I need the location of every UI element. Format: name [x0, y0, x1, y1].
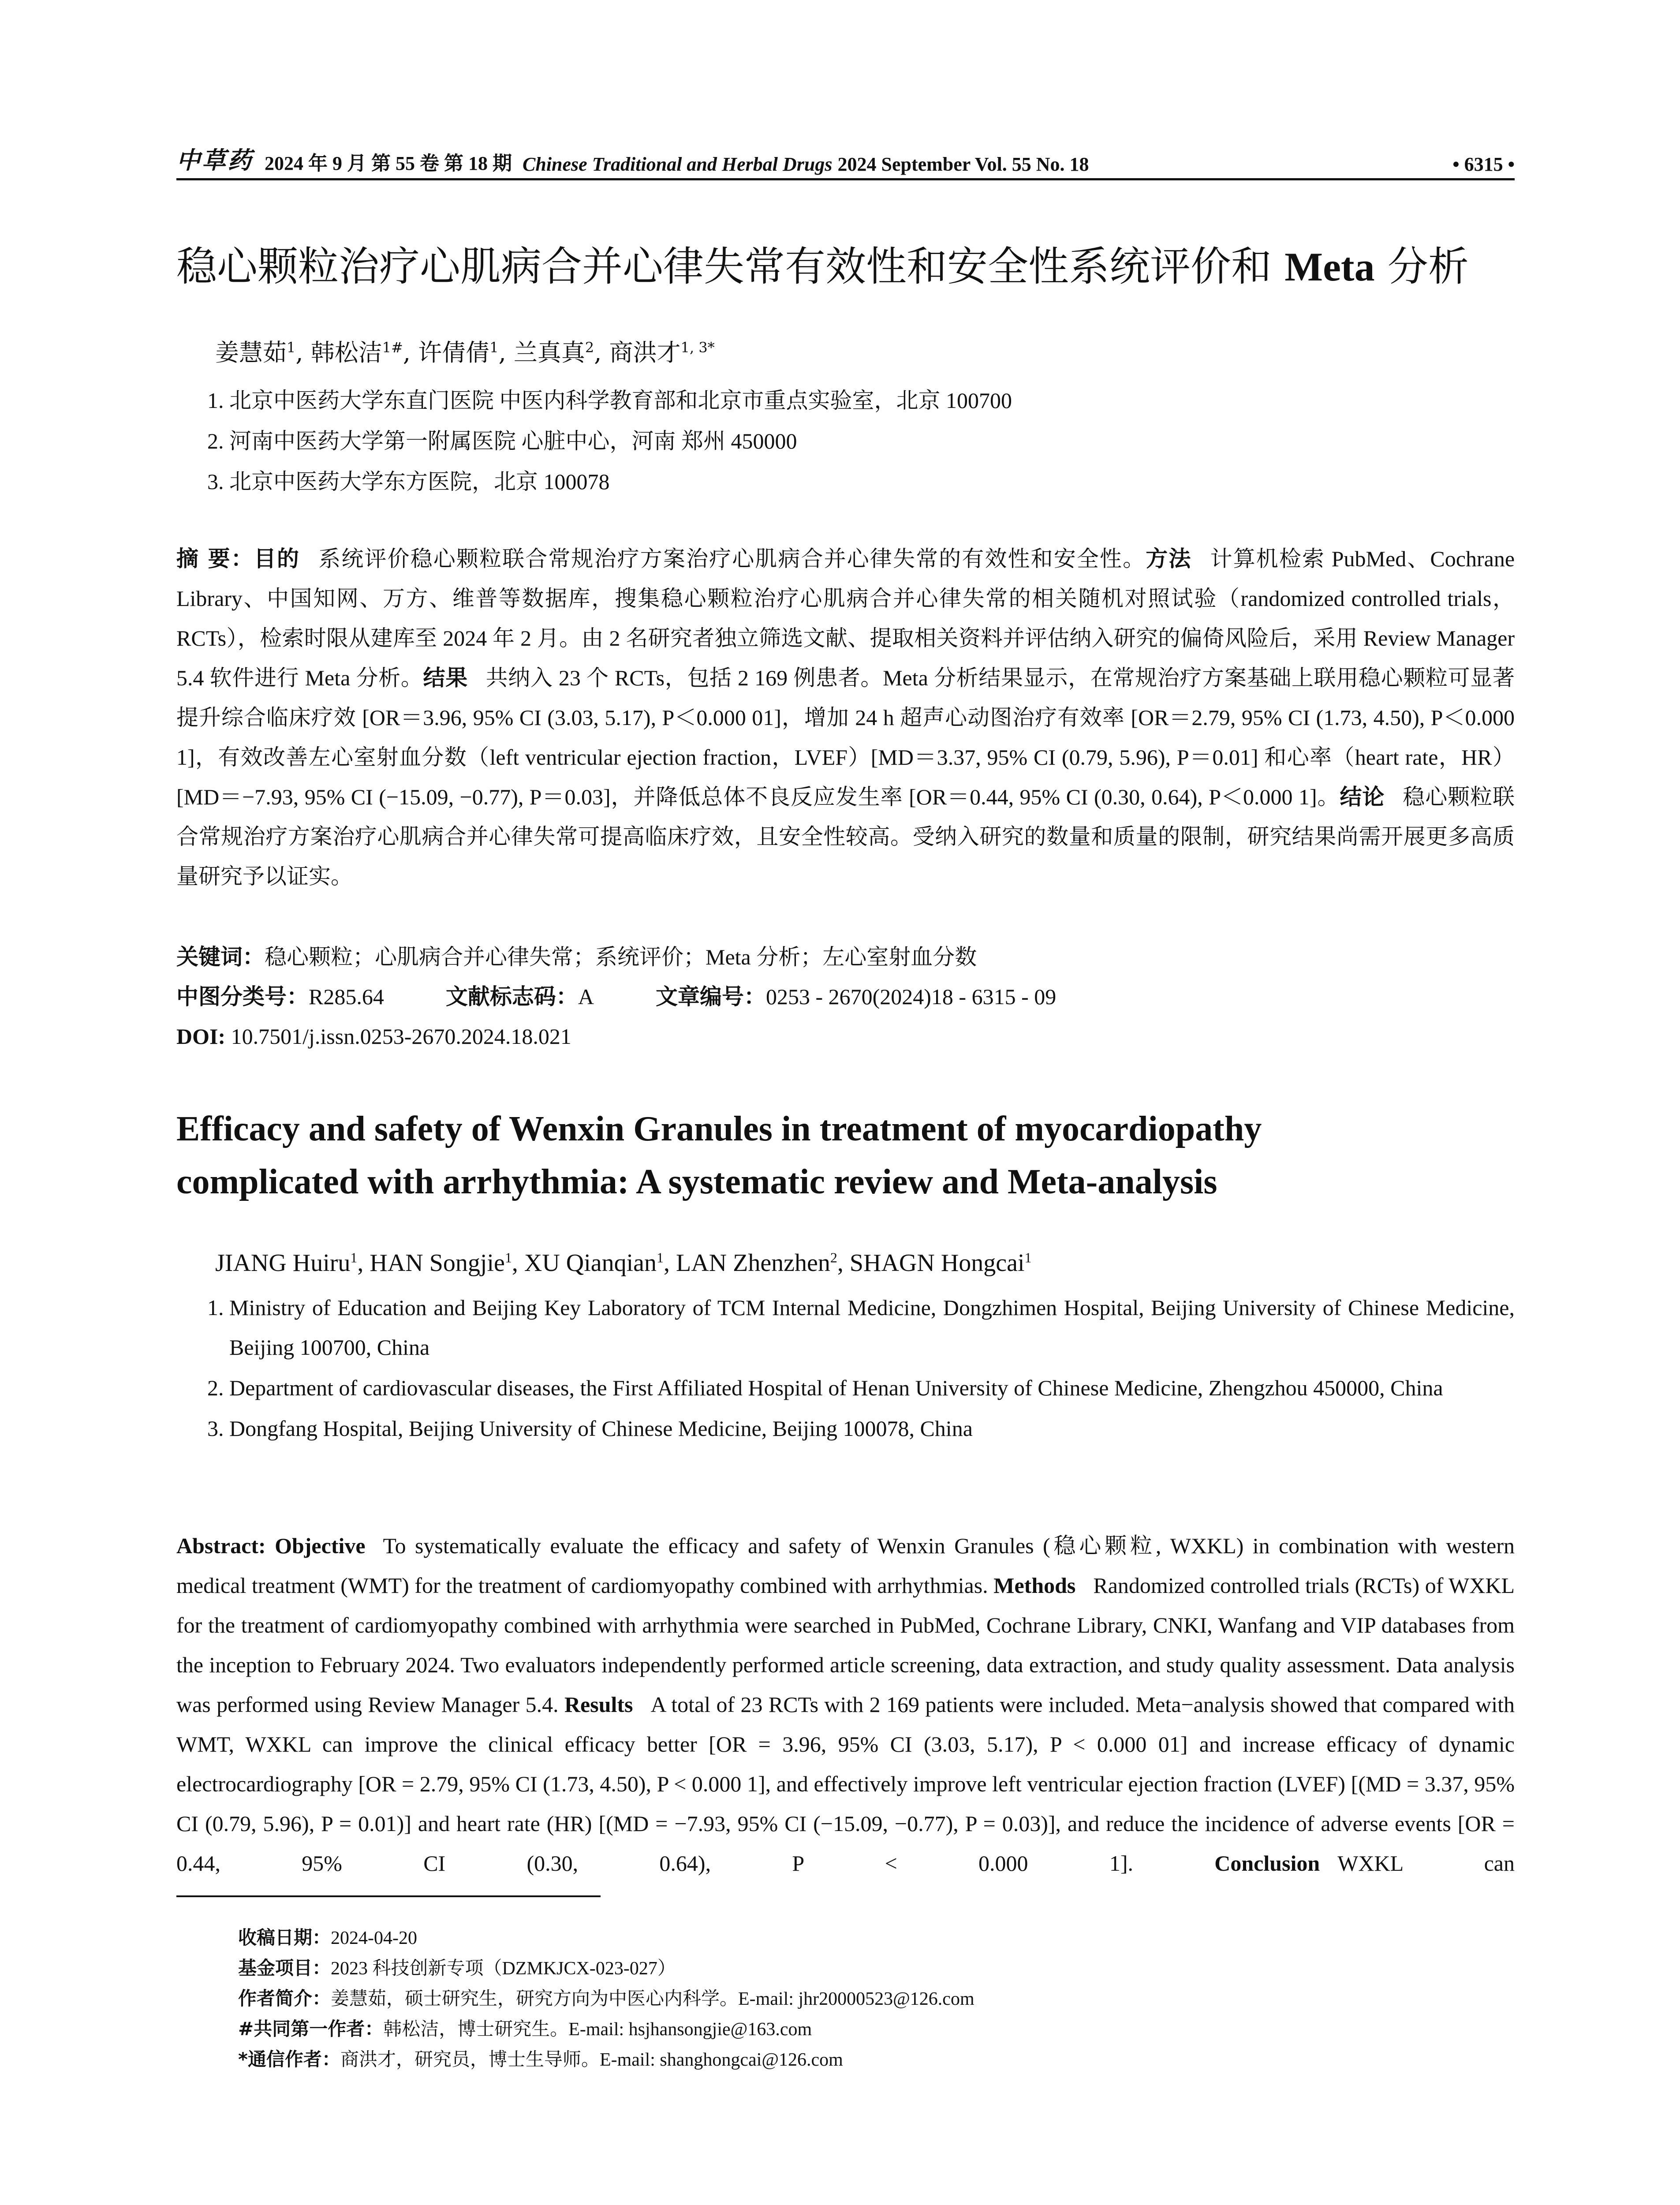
title-en-line: complicated with arrhythmia: A systematic review and Meta-analysis [176, 1162, 1217, 1201]
results-cn-label: 结果 [423, 665, 468, 691]
affiliation-text: Ministry of Education and Beijing Key Laboratory of TCM Internal Medicine, Dongzhimen Hospital, Beijing University of Chinese Medicine, Beijing 100700, China [229, 1295, 1515, 1360]
methods-cn-label: 方法 [1146, 546, 1192, 572]
title-cn-pre: 稳心颗粒治疗心肌病合并心律失常有效性和安全性系统评价和 [176, 243, 1272, 290]
author-sup: 1 [287, 339, 296, 356]
abstract-en [176, 1526, 1515, 1883]
journal-name-en: Chinese Traditional and Herbal Drugs [523, 153, 833, 175]
methods-en-label: Methods [993, 1573, 1076, 1598]
title-cn-post: 分析 [1387, 243, 1469, 290]
footnote-label: 基金项目： [238, 1957, 331, 1979]
footnote [238, 1923, 1508, 1953]
conclusion-en: WXKL can [1337, 1851, 1515, 1876]
footnote-text: 2023 科技创新专项（DZMKJCX-023-027） [331, 1958, 676, 1979]
footnote-text: 韩松洁，博士研究生。E-mail: hsjhansongjie@163.com [383, 2019, 812, 2040]
title-cn-latin: Meta [1284, 244, 1375, 289]
classification-row [176, 977, 1515, 1017]
keywords-value: 稳心颗粒；心肌病合并心律失常；系统评价；Meta 分析；左心室射血分数 [265, 945, 977, 969]
footnote-text: 2024-04-20 [331, 1928, 417, 1948]
issue-cn: 2024 年 9 月 第 55 卷 第 18 期 [265, 153, 512, 174]
author-en: LAN Zhenzhen [676, 1249, 830, 1277]
author-en: JIANG Huiru [215, 1249, 351, 1277]
conclusion-cn: 稳心颗粒联合常规治疗方案治疗心肌病合并心律失常可提高临床疗效，且安全性较高。受纳入研究的数量和质量的限制，研究结果尚需开展更多高质量研究予以证实。 [176, 785, 1515, 889]
conclusion-cn-label: 结论 [1340, 784, 1385, 810]
journal-name-cn: 中草药 [176, 147, 253, 174]
methods-en: Randomized controlled trials (RCTs) of WXKL for the treatment of cardiomyopathy combined with arrhythmia were searched in PubMed, Cochrane Library, CNKI, Wanfang and VIP databases from the inception to February 2024. Two evaluators independently performed article screening, data extraction, and study quality assessment. Data analysis was performed using Review Manager 5.4. [176, 1573, 1515, 1717]
clc-value: R285.64 [309, 984, 384, 1009]
affiliation-num: 2. [207, 1375, 224, 1400]
affiliation-en [207, 1288, 1515, 1367]
doi-value: 10.7501/j.issn.0253-2670.2024.18.021 [231, 1024, 571, 1049]
footnote-label: 作者简介： [238, 1988, 331, 2009]
affiliations-en [207, 1288, 1515, 1449]
doi-row [176, 1017, 1515, 1056]
affiliation-num: 1. [207, 1295, 224, 1320]
affiliation-cn: 1. 北京中医药大学东直门医院 中医内科学教育部和北京市重点实验室，北京 100700 [207, 388, 1012, 413]
authors-cn: 姜慧茹$^1$, 韩松洁$^{1\#}$, 许倩倩$^1$, 兰真真$^2$, 商洪才$^{1, 3*}$ [215, 339, 715, 366]
title-cn [176, 238, 1515, 295]
article-no-label: 文章编号： [655, 984, 766, 1009]
author-cn: 韩松洁 [310, 339, 382, 366]
author-cn: 兰真真 [513, 339, 585, 366]
footnote-rule [176, 1895, 601, 1897]
footnote [238, 2014, 1508, 2044]
author-en: SHAGN Hongcai [849, 1249, 1025, 1277]
footnote [238, 1953, 1508, 1984]
objective-cn-label: 目的 [254, 546, 300, 572]
author-sup: 1 [350, 1249, 358, 1266]
conclusion-en-label: Conclusion [1214, 1851, 1320, 1876]
abstract-en-label: Abstract: [176, 1533, 266, 1558]
methods-cn: 计算机检索 PubMed、Cochrane Library、中国知网、万方、维普等数据库，搜集稳心颗粒治疗心肌病合并心律失常的相关随机对照试验（randomized controlled trials，RCTs），检索时限从建库至 2024 年 2 月。由 2 名研究者独立筛选文献、提取相关资料并评估纳入研究的偏倚风险后，采用 Review Manager 5.4 软件进行 Meta 分析。 [176, 546, 1515, 690]
footnote-label: *通信作者： [238, 2048, 340, 2070]
author-sup: 2 [830, 1249, 837, 1266]
affiliation-text: Dongfang Hospital, Beijing University of Chinese Medicine, Beijing 100078, China [229, 1416, 973, 1441]
objective-en-label: Objective [275, 1533, 366, 1558]
author-en: HAN Songjie [370, 1249, 505, 1277]
header-rule [176, 178, 1515, 180]
results-en: A total of 23 RCTs with 2 169 patients were included. Meta−analysis showed that compared with WMT, WXKL can improve the clinical efficacy better [OR = 3.96, 95% CI (3.03, 5.17), P < 0.000 01] and increase efficacy of dynamic electrocardiography [OR = 2.79, 95% CI (1.73, 4.50), P < 0.000 1], and effectively improve left ventricular ejection fraction (LVEF) [(MD = 3.37, 95% CI (0.79, 5.96), P = 0.01)] and heart rate (HR) [(MD = −7.93, 95% CI (−15.09, −0.77), P = 0.03)], and reduce the incidence of adverse events [OR = 0.44, 95% CI (0.30, 0.64), P < 0.000 1]. [176, 1692, 1515, 1876]
footnotes [238, 1923, 1508, 2075]
affiliation-num: 3. [207, 1416, 224, 1441]
author-sup: 1 [489, 339, 499, 356]
abstract-cn [176, 539, 1515, 896]
title-en [176, 1102, 1515, 1208]
affiliation-cn: 3. 北京中医药大学东方医院，北京 100078 [207, 469, 610, 494]
author-cn: 姜慧茹 [215, 339, 287, 366]
results-cn: 共纳入 23 个 RCTs，包括 2 169 例患者。Meta 分析结果显示，在常规治疗方案基础上联用稳心颗粒可显著提升综合临床疗效 [OR＝3.96, 95% CI (3.03, 5.17), P＜0.000 01]，增加 24 h 超声心动图治疗有效率 [OR＝2.79, 95% CI (1.73, 4.50), P＜0.000 1]，有效改善左心室射血分数（left ventricular ejection fraction，LVEF）[MD＝3.37, 95% CI (0.79, 5.96), P＝0.01] 和心率（heart rate，HR）[MD＝−7.93, 95% CI (−15.09, −0.77), P＝0.03]，并降低总体不良反应发生率 [OR＝0.44, 95% CI (0.30, 0.64), P＜0.000 1]。 [176, 665, 1515, 809]
affiliations-cn [207, 380, 1512, 502]
author-cn: 许倩倩 [418, 339, 490, 366]
author-sup: 1 [1024, 1249, 1032, 1266]
author-cn: 商洪才 [609, 339, 681, 366]
objective-en: To systematically evaluate the efficacy and safety of Wenxin Granules (稳心颗粒, WXKL) in combination with western medical treatment (WMT) for the treatment of cardiomyopathy combined with arrhythmias. [176, 1533, 1515, 1598]
running-header [176, 140, 1515, 176]
author-sup: 1 [504, 1249, 512, 1266]
issue-en: 2024 September Vol. 55 No. 18 [837, 153, 1089, 175]
author-en: XU Qianqian [524, 1249, 657, 1277]
objective-cn: 系统评价稳心颗粒联合常规治疗方案治疗心肌病合并心律失常的有效性和安全性。 [317, 546, 1146, 571]
affiliation-en [207, 1368, 1515, 1408]
author-sup: 2 [585, 339, 594, 356]
affiliation-cn: 2. 河南中医药大学第一附属医院 心脏中心，河南 郑州 450000 [207, 429, 797, 453]
footnote-text: 姜慧茹，硕士研究生，研究方向为中医心内科学。E-mail: jhr20000523@126.com [331, 1989, 974, 2009]
doi-label: DOI: [176, 1024, 226, 1049]
results-en-label: Results [564, 1692, 633, 1717]
footnote-text: 商洪才，研究员，博士生导师。E-mail: shanghongcai@126.com [340, 2050, 843, 2070]
author-sup: 1, 3* [680, 339, 715, 356]
clc-label: 中图分类号： [176, 984, 309, 1009]
footnote-label: 收稿日期： [238, 1927, 331, 1948]
page-number: • 6315 • [1452, 153, 1515, 175]
keywords-label: 关键词： [176, 944, 265, 970]
footnote-label: #共同第一作者： [238, 2018, 384, 2040]
authors-en: JIANG Huiru$^1$, HAN Songjie$^1$, XU Qianqian$^1$, LAN Zhenzhen$^2$, SHAGN Hongcai$^1$ [215, 1249, 1032, 1277]
keywords-and-classification [176, 937, 1515, 1017]
article-no-value: 0253 - 2670(2024)18 - 6315 - 09 [765, 984, 1057, 1009]
author-sup: 1# [382, 339, 403, 356]
title-en-line: Efficacy and safety of Wenxin Granules in treatment of myocardiopathy [176, 1110, 1262, 1148]
affiliation-text: Department of cardiovascular diseases, the First Affiliated Hospital of Henan University of Chinese Medicine, Zhengzhou 450000, China [229, 1375, 1443, 1400]
footnote [238, 1984, 1508, 2014]
author-sup: 1 [657, 1249, 664, 1266]
footnote [238, 2044, 1508, 2075]
abstract-cn-label: 摘 要： [176, 546, 254, 572]
keywords-row [176, 937, 1515, 977]
doc-code-value: A [578, 984, 594, 1009]
doc-code-label: 文献标志码： [445, 984, 578, 1009]
affiliation-en [207, 1409, 1515, 1448]
